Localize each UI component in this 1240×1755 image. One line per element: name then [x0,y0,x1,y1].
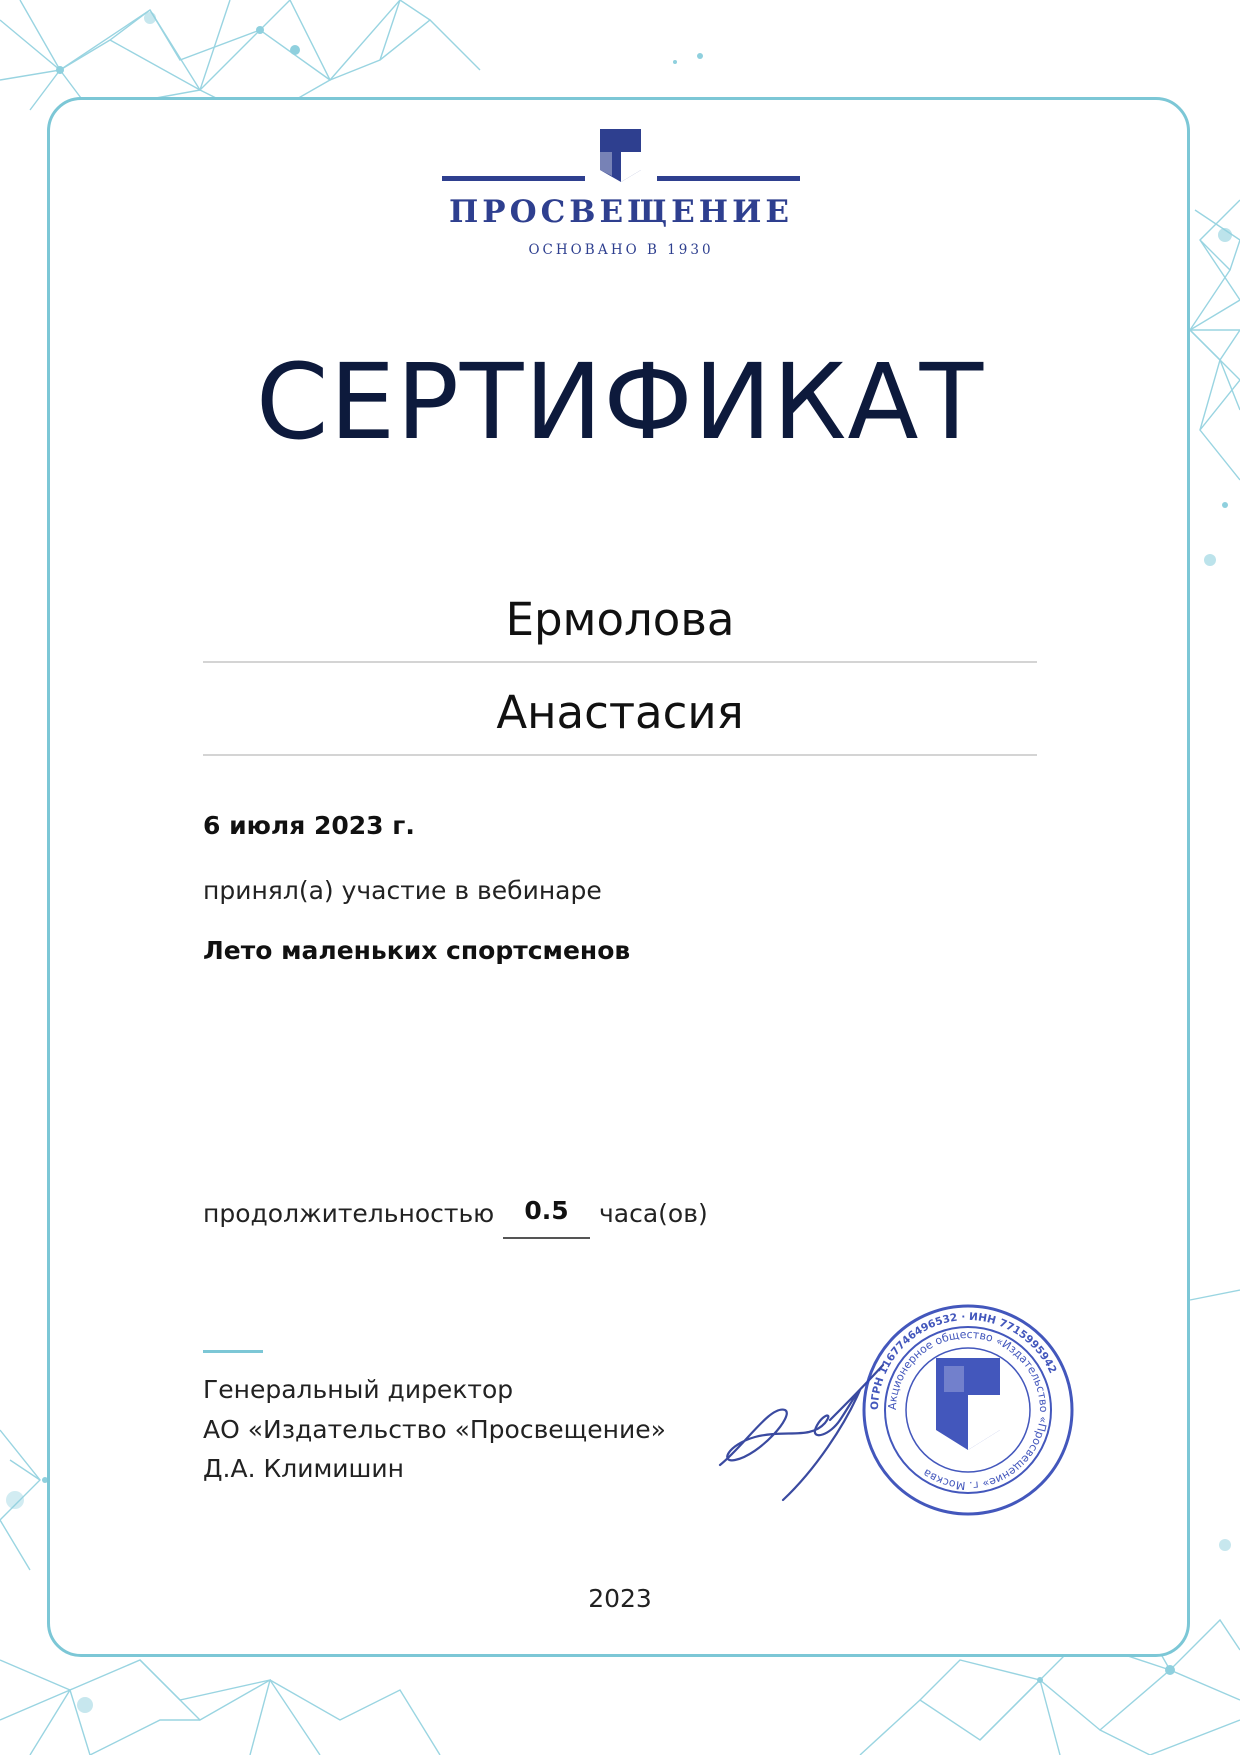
logo-emblem-icon [440,126,802,190]
recipient-surname: Ермолова [505,593,735,646]
logo-wordmark: ПРОСВЕЩЕНИЕ [448,194,793,230]
given-name-divider [203,754,1037,756]
surname-divider [203,661,1037,663]
signature-accent-line [203,1350,263,1353]
duration-unit: часа(ов) [599,1199,708,1228]
certificate-title: СЕРТИФИКАТ [255,341,985,463]
recipient-given-name: Анастасия [496,686,744,739]
svg-text:Акционерное общество «Издатель: Акционерное общество «Издательство «Просвещение» г. Москва [885,1327,1051,1493]
signatory-name: Д.А. Климишин [203,1454,405,1483]
participation-text: принял(а) участие в вебинаре [203,876,602,905]
webinar-title: Лето маленьких спортсменов [203,936,631,965]
duration-underline [503,1237,590,1239]
stamp-seal-icon [858,1300,1078,1520]
duration-value: 0.5 [524,1196,569,1225]
logo-subtitle: ОСНОВАНО В 1930 [528,242,714,258]
publisher-logo [440,126,802,266]
signatory-organization: АО «Издательство «Просвещение» [203,1415,666,1444]
footer-year: 2023 [588,1584,652,1613]
duration-label: продолжительностью [203,1199,495,1228]
signatory-position: Генеральный директор [203,1375,514,1404]
event-date: 6 июля 2023 г. [203,811,415,840]
svg-text:ОГРН 1167746496532 · ИНН 77159: ОГРН 1167746496532 · ИНН 7715995942 [868,1310,1059,1411]
